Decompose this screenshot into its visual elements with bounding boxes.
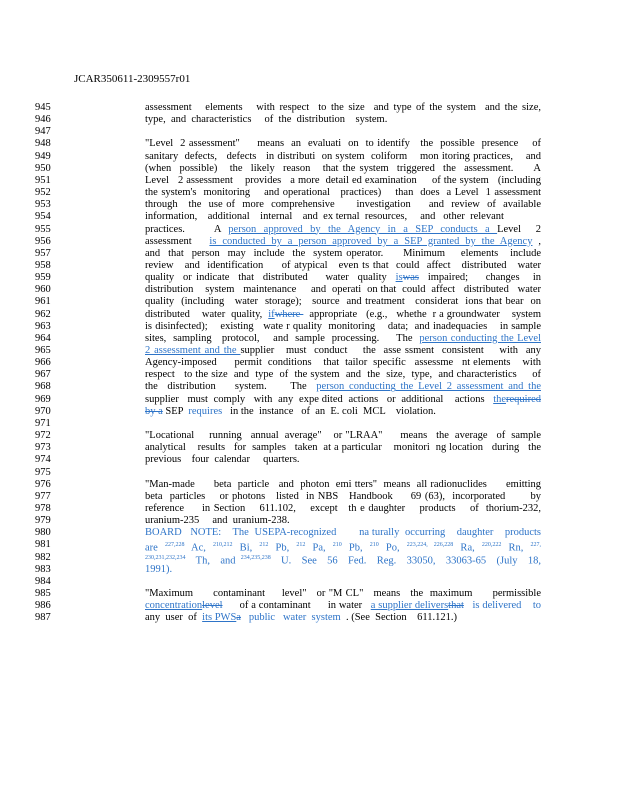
deleted-text: where bbox=[274, 308, 304, 320]
line-text: type, and characteristics of the distribution system. bbox=[145, 114, 388, 126]
text-line bbox=[145, 406, 541, 418]
text-line bbox=[145, 564, 541, 576]
line-text: through the use of more comprehensive investigation and review of available bbox=[145, 199, 541, 211]
line-number: 948 bbox=[35, 138, 51, 150]
line-text: is delivered to bbox=[463, 600, 541, 612]
line-text: the distribution system. The bbox=[145, 381, 317, 393]
line-text: sanitary defects, defects in distributi on system coliform mon itoring practices, and bbox=[145, 150, 541, 162]
line-number: 967 bbox=[35, 369, 51, 381]
line-number: 962 bbox=[35, 308, 51, 320]
mass-number: 220,222 bbox=[481, 542, 502, 549]
text-line bbox=[145, 442, 541, 454]
line-text: "Level 2 assessment" means an evaluati on to identify the possible presence of bbox=[145, 138, 541, 150]
text-line bbox=[145, 199, 541, 211]
text-line bbox=[145, 309, 541, 321]
line-number: 959 bbox=[35, 272, 51, 284]
line-number: 960 bbox=[35, 284, 51, 296]
mass-number: 234,235,238 bbox=[240, 554, 271, 561]
line-text: Pa, bbox=[305, 542, 333, 554]
mass-number: 210 bbox=[332, 542, 342, 549]
line-number: 969 bbox=[35, 393, 51, 405]
line-number: 984 bbox=[35, 575, 51, 587]
line-text: distribution system maintenance and operati on that could affect distributed water bbox=[145, 284, 541, 296]
inserted-text: if bbox=[268, 308, 275, 320]
inserted-text: is bbox=[395, 272, 403, 284]
line-text: public water system bbox=[240, 612, 341, 624]
line-number: 949 bbox=[35, 150, 51, 162]
deleted-text: required bbox=[506, 393, 541, 405]
inserted-text: person conducting the Level 2 assessment and the bbox=[316, 381, 541, 393]
line-text: previous four calendar quarters. bbox=[145, 454, 300, 466]
line-text: "Locational running annual average" or "LRAA" means the average of sample bbox=[145, 430, 541, 442]
line-number: 973 bbox=[35, 442, 51, 454]
text-line bbox=[145, 369, 541, 381]
line-text: U. See 56 Fed. Reg. 33050, 33063-65 (July 18, bbox=[270, 555, 541, 567]
line-text: is disinfected); existing wate r quality monitoring data; and inadequacies in sample bbox=[145, 320, 541, 332]
text-line bbox=[145, 187, 541, 199]
text-line bbox=[145, 491, 541, 503]
line-text: supplier must conduct the asse ssment consistent with any bbox=[240, 345, 541, 356]
inserted-text: 2 assessment and the bbox=[145, 345, 241, 356]
line-text: Agency-imposed permit conditions that tailor specific assessme nt elements with bbox=[145, 357, 541, 369]
text-line bbox=[145, 588, 541, 600]
line-number: 980 bbox=[35, 527, 51, 539]
text-line bbox=[145, 296, 541, 308]
text-line bbox=[145, 357, 541, 369]
inserted-text: is conducted by a person approved by a SEP granted by the Agency bbox=[209, 235, 533, 247]
deleted-text: that bbox=[448, 600, 464, 612]
line-number: 961 bbox=[35, 296, 51, 308]
line-text: supplier must comply with any expe dited actions or additional actions bbox=[145, 393, 494, 405]
line-text: , bbox=[532, 235, 541, 247]
text-line bbox=[145, 527, 541, 539]
line-number: 976 bbox=[35, 478, 51, 490]
inserted-text: its PWS bbox=[202, 612, 237, 624]
text-line bbox=[145, 272, 541, 284]
mass-number: 227, bbox=[530, 542, 541, 549]
line-text: quality or indicate that distributed water quality bbox=[145, 272, 396, 284]
line-number: 985 bbox=[35, 588, 51, 599]
line-number: 987 bbox=[35, 612, 51, 624]
inserted-text: the bbox=[493, 393, 507, 405]
line-text: the system's monitoring and operational practices) than does a Level 1 assessment bbox=[145, 187, 541, 199]
line-text: "Man-made beta particle and photon emi tters" means all radionuclides emitting bbox=[145, 478, 541, 490]
line-text: "Maximum contaminant level" or "M CL" means the maximum permissible bbox=[145, 588, 541, 599]
line-number: 953 bbox=[35, 199, 51, 211]
line-text: appropriate (e.g., whethe r a groundwater system bbox=[303, 308, 541, 320]
mass-number: 227,228 bbox=[164, 542, 185, 549]
text-line bbox=[145, 102, 541, 114]
line-number: 946 bbox=[35, 114, 51, 126]
line-text: information, additional internal and ex ternal resources, and other relevant bbox=[145, 211, 504, 223]
line-number: 966 bbox=[35, 357, 51, 369]
line-text: Ac, bbox=[184, 542, 214, 554]
text-line bbox=[145, 612, 541, 624]
text-line bbox=[145, 321, 541, 333]
line-text: Bi, bbox=[232, 542, 260, 554]
line-text: Ra, bbox=[453, 542, 482, 554]
line-text: requires bbox=[188, 405, 223, 417]
line-text: Level 2 assessment provides a more detail ed examination of the system (including bbox=[145, 174, 541, 186]
line-text: are bbox=[145, 542, 165, 554]
line-text: Pb, bbox=[341, 542, 370, 554]
line-number: 956 bbox=[35, 235, 51, 247]
mass-number: 210,212 bbox=[213, 542, 233, 549]
text-line bbox=[145, 175, 541, 187]
mass-number: 223,224, 226,228 bbox=[406, 542, 454, 549]
line-text: assessment elements with respect to the size and type of the system and the size, bbox=[145, 102, 541, 113]
line-text: . (See Section 611.121.) bbox=[340, 612, 457, 624]
text-line bbox=[145, 333, 541, 345]
line-text: assessment bbox=[145, 235, 210, 247]
document-id: JCAR350611-2309557r01 bbox=[74, 73, 191, 85]
text-line bbox=[145, 503, 541, 515]
inserted-text: person approved by the Agency in a SEP conducts a bbox=[228, 223, 498, 235]
text-line bbox=[145, 114, 541, 126]
line-text: uranium-235 and uranium-238. bbox=[145, 515, 290, 527]
line-text: Po, bbox=[378, 542, 407, 554]
line-number: 963 bbox=[35, 320, 51, 332]
line-number: 970 bbox=[35, 405, 51, 417]
text-line bbox=[145, 515, 541, 527]
line-text: analytical results for samples taken at a particular monitori ng location during the bbox=[145, 442, 541, 454]
line-text: of a contaminant in water bbox=[222, 600, 371, 612]
line-number: 975 bbox=[35, 466, 51, 478]
text-line bbox=[145, 260, 541, 272]
line-number: 974 bbox=[35, 454, 51, 466]
line-text: in the instance of an E. coli MCL violation. bbox=[222, 405, 436, 417]
line-text: sites, sampling protocol, and sample processing. The bbox=[145, 332, 420, 344]
deleted-text: by a bbox=[145, 405, 163, 417]
text-line bbox=[145, 138, 541, 150]
line-number: 978 bbox=[35, 502, 51, 514]
line-number: 982 bbox=[35, 551, 51, 563]
text-line bbox=[145, 236, 541, 248]
line-text: and that person may include the system operator. Minimum elements include bbox=[145, 247, 541, 259]
line-number: 955 bbox=[35, 223, 51, 235]
line-text: quality (including water storage); source and treatment considerat ions that bear on bbox=[145, 296, 541, 308]
line-text: Th, and bbox=[185, 555, 241, 567]
text-line bbox=[145, 600, 541, 612]
line-number: 983 bbox=[35, 563, 51, 575]
text-line bbox=[145, 211, 541, 223]
text-line bbox=[145, 381, 541, 393]
line-text: 1991). bbox=[145, 563, 173, 575]
mass-number: 212 bbox=[296, 542, 306, 549]
line-text: Pb, bbox=[268, 542, 297, 554]
line-text: Level 2 bbox=[497, 223, 541, 235]
line-text: review and identification of atypical even ts that could affect distributed water bbox=[145, 259, 541, 271]
line-number: 952 bbox=[35, 187, 51, 199]
inserted-text: person conducting the Level bbox=[419, 332, 541, 344]
deleted-text: level bbox=[202, 600, 223, 612]
line-text: practices. A bbox=[145, 223, 229, 235]
deleted-text: was bbox=[402, 272, 419, 284]
line-text: (when possible) the likely reason that the system triggered the assessment. A bbox=[145, 162, 541, 174]
line-text: Rn, bbox=[501, 542, 531, 554]
line-text: beta particles or photons listed in NBS Handbook 69 (63), incorporated by bbox=[145, 490, 541, 502]
line-text: impaired; changes in bbox=[418, 272, 541, 284]
line-text: distributed water quality, bbox=[145, 308, 269, 320]
mass-number: 210 bbox=[369, 542, 379, 549]
text-line bbox=[145, 394, 541, 406]
text-line bbox=[145, 345, 541, 357]
line-number: 957 bbox=[35, 247, 51, 259]
line-number: 968 bbox=[35, 381, 51, 393]
line-number: 945 bbox=[35, 102, 51, 113]
line-number: 964 bbox=[35, 332, 51, 344]
line-number: 979 bbox=[35, 515, 51, 527]
line-text: respect to the size and type of the system and the size, type, and characteristics of bbox=[145, 369, 541, 381]
line-number: 958 bbox=[35, 259, 51, 271]
line-number: 950 bbox=[35, 162, 51, 174]
text-line bbox=[145, 151, 541, 163]
text-line bbox=[145, 248, 541, 260]
line-number: 971 bbox=[35, 417, 51, 429]
inserted-text: a supplier delivers bbox=[370, 600, 449, 612]
line-number: 965 bbox=[35, 345, 51, 356]
line-number: 947 bbox=[35, 126, 51, 138]
mass-number: 230,231,232,234 bbox=[145, 554, 186, 561]
line-number: 986 bbox=[35, 600, 51, 612]
line-number: 954 bbox=[35, 211, 51, 223]
line-number: 977 bbox=[35, 490, 51, 502]
text-line bbox=[145, 284, 541, 296]
text-line bbox=[145, 454, 541, 466]
text-line bbox=[145, 430, 541, 442]
mass-number: 212 bbox=[259, 542, 269, 549]
line-text: reference in Section 611.102, except th e daughter products of thorium-232, bbox=[145, 502, 541, 514]
line-number: 981 bbox=[35, 539, 51, 551]
inserted-text: concentration bbox=[145, 600, 203, 612]
text-line bbox=[145, 163, 541, 175]
line-text: SEP bbox=[162, 405, 189, 417]
line-text: BOARD NOTE: The USEPA-recognized na turally occurring daughter products bbox=[145, 527, 541, 539]
line-number: 972 bbox=[35, 430, 51, 442]
line-number: 951 bbox=[35, 174, 51, 186]
text-line bbox=[145, 479, 541, 491]
line-text: any user of bbox=[145, 612, 203, 624]
text-line bbox=[145, 224, 541, 236]
deleted-text: a bbox=[236, 612, 241, 624]
